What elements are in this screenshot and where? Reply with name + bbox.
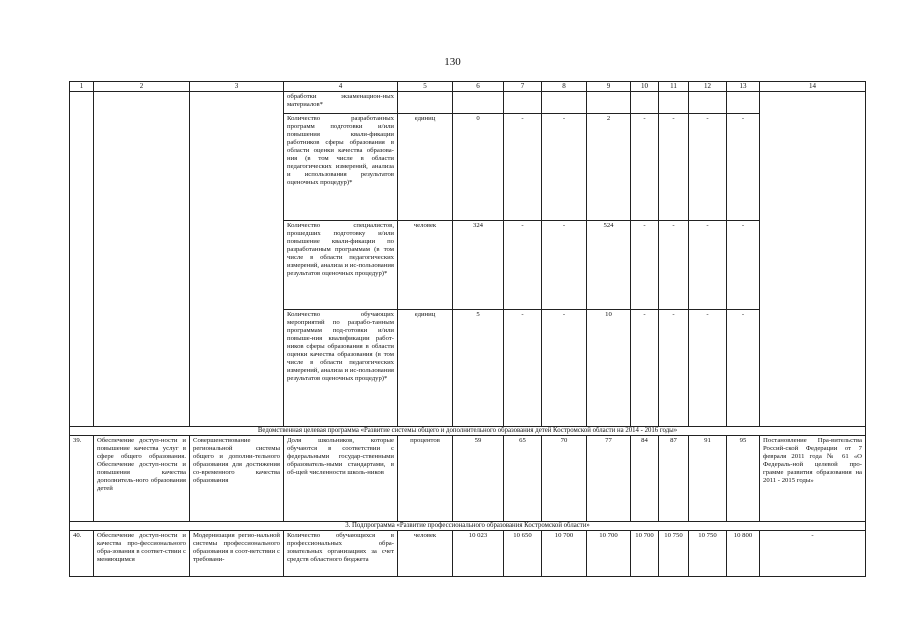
cell-value: 10 800 (727, 531, 760, 577)
cell-value: - (542, 310, 587, 427)
header-cell: 1 (70, 82, 94, 92)
cell-value: - (689, 221, 727, 310)
cell-value: 65 (504, 436, 542, 522)
header-cell: 4 (284, 82, 398, 92)
header-cell: 2 (94, 82, 190, 92)
cell-value (659, 92, 689, 114)
indicator-table (69, 81, 866, 577)
cell-indicator: Количество обучающих мероприятий по разрабо-танным программам под-готовки и/или повыше-ния квалификации работ-ников сферы образования в области оценки качества образования (в том числе в области педагогических измерений, анализа и ис-пользования результатов оценочных процедур)* (284, 310, 398, 427)
cell-value (504, 92, 542, 114)
cell-goal: Обеспечение доступ-ности и качества про-фессионального обра-зования в соответ-ствии с меняющимся (94, 531, 190, 577)
cell-value: 524 (587, 221, 631, 310)
cell-value: - (504, 310, 542, 427)
cell-value: - (631, 310, 659, 427)
cell-unit (398, 92, 453, 114)
cell-unit: человек (398, 531, 453, 577)
cell-value: 324 (453, 221, 504, 310)
cell-task: Модернизация регио-нальной системы профессионального образования в соот-ветствии с требовани- (190, 531, 284, 577)
cell-indicator: Количество разработанных программ подготовки и/или повышения квали-фикации работников сферы образования в области оценки качества образова-ния (в том числе в области педагогических измерений, анализа и использования результатов оценочных процедур)* (284, 114, 398, 221)
section-row (70, 522, 866, 531)
cell-value: 2 (587, 114, 631, 221)
header-cell: 13 (727, 82, 760, 92)
cell-value: 77 (587, 436, 631, 522)
cell-value: - (689, 310, 727, 427)
cell-task (190, 92, 284, 427)
header-cell: 11 (659, 82, 689, 92)
cell-goal: Обеспечение доступ-ности и повышение качества услуг в сфере общего образования. Обеспечение доступ-ности и повышения качества дополнитель-ного образования детей (94, 436, 190, 522)
header-row (70, 82, 866, 92)
cell-number (70, 92, 94, 427)
cell-value: - (659, 310, 689, 427)
section-row (70, 427, 866, 436)
cell-source: Постановление Пра-вительства Россий-ской Федерации от 7 февраля 2011 года № 61 «О Федераль-ной целевой про-грамме развития образования на 2011 - 2015 годы» (760, 436, 866, 522)
cell-indicator: Количество обучающихся в профессиональных обра-зовательных организациях за счет средств областного бюджета (284, 531, 398, 577)
section-heading: 3. Подпрограмма «Развитие профессионального образования Костромской области» (70, 522, 866, 531)
cell-value (453, 92, 504, 114)
cell-value (542, 92, 587, 114)
table-row (70, 436, 866, 522)
cell-number: 40. (70, 531, 94, 577)
cell-value (689, 92, 727, 114)
cell-value (727, 92, 760, 114)
cell-value: 59 (453, 436, 504, 522)
header-cell: 6 (453, 82, 504, 92)
cell-value: 91 (689, 436, 727, 522)
cell-value: - (727, 221, 760, 310)
cell-value: 10 023 (453, 531, 504, 577)
cell-source (760, 92, 866, 427)
page-number: 130 (444, 56, 461, 68)
cell-value: - (659, 221, 689, 310)
cell-value: - (504, 114, 542, 221)
cell-value: 10 750 (689, 531, 727, 577)
section-heading: Ведомственная целевая программа «Развитие системы общего и дополнительного образования детей Костромской области на 2014 - 2016 годы» (70, 427, 866, 436)
cell-goal (94, 92, 190, 427)
header-cell: 7 (504, 82, 542, 92)
table-row (70, 531, 866, 577)
cell-value: 95 (727, 436, 760, 522)
cell-unit: единиц (398, 114, 453, 221)
cell-value: - (542, 221, 587, 310)
header-cell: 9 (587, 82, 631, 92)
cell-indicator: обработки экзаменацион-ных материалов* (284, 92, 398, 114)
cell-indicator: Доля школьников, которые обучаются в соответствии с федеральными государ-ственными образователь-ными стандартами, в об-щей численности школь-ников (284, 436, 398, 522)
cell-value: - (727, 114, 760, 221)
cell-value: - (504, 221, 542, 310)
cell-value: 10 700 (631, 531, 659, 577)
cell-value: 10 700 (587, 531, 631, 577)
cell-indicator: Количество специалистов, прошедших подготовку и/или повышение квали-фикации по разработанным программам (в том числе в области педагогических измерений, анализа и ис-пользования результатов оценочных процедур)* (284, 221, 398, 310)
cell-unit: процентов (398, 436, 453, 522)
cell-value: 5 (453, 310, 504, 427)
table-row (70, 92, 866, 114)
cell-value: 10 750 (659, 531, 689, 577)
cell-value (587, 92, 631, 114)
cell-value: - (727, 310, 760, 427)
cell-value: - (631, 221, 659, 310)
cell-source: - (760, 531, 866, 577)
header-cell: 5 (398, 82, 453, 92)
cell-unit: человек (398, 221, 453, 310)
header-cell: 10 (631, 82, 659, 92)
cell-value: 70 (542, 436, 587, 522)
cell-value: 10 (587, 310, 631, 427)
cell-unit: единиц (398, 310, 453, 427)
cell-value: 10 700 (542, 531, 587, 577)
header-cell: 3 (190, 82, 284, 92)
cell-number: 39. (70, 436, 94, 522)
cell-value (631, 92, 659, 114)
cell-value: 84 (631, 436, 659, 522)
header-cell: 12 (689, 82, 727, 92)
header-cell: 8 (542, 82, 587, 92)
cell-value: 87 (659, 436, 689, 522)
cell-value: - (689, 114, 727, 221)
cell-value: - (659, 114, 689, 221)
cell-value: - (631, 114, 659, 221)
header-cell: 14 (760, 82, 866, 92)
cell-value: 10 650 (504, 531, 542, 577)
cell-task: Совершенствование региональной системы общего и дополни-тельного образования для достижения со-временного качества образования (190, 436, 284, 522)
cell-value: - (542, 114, 587, 221)
cell-value: 0 (453, 114, 504, 221)
